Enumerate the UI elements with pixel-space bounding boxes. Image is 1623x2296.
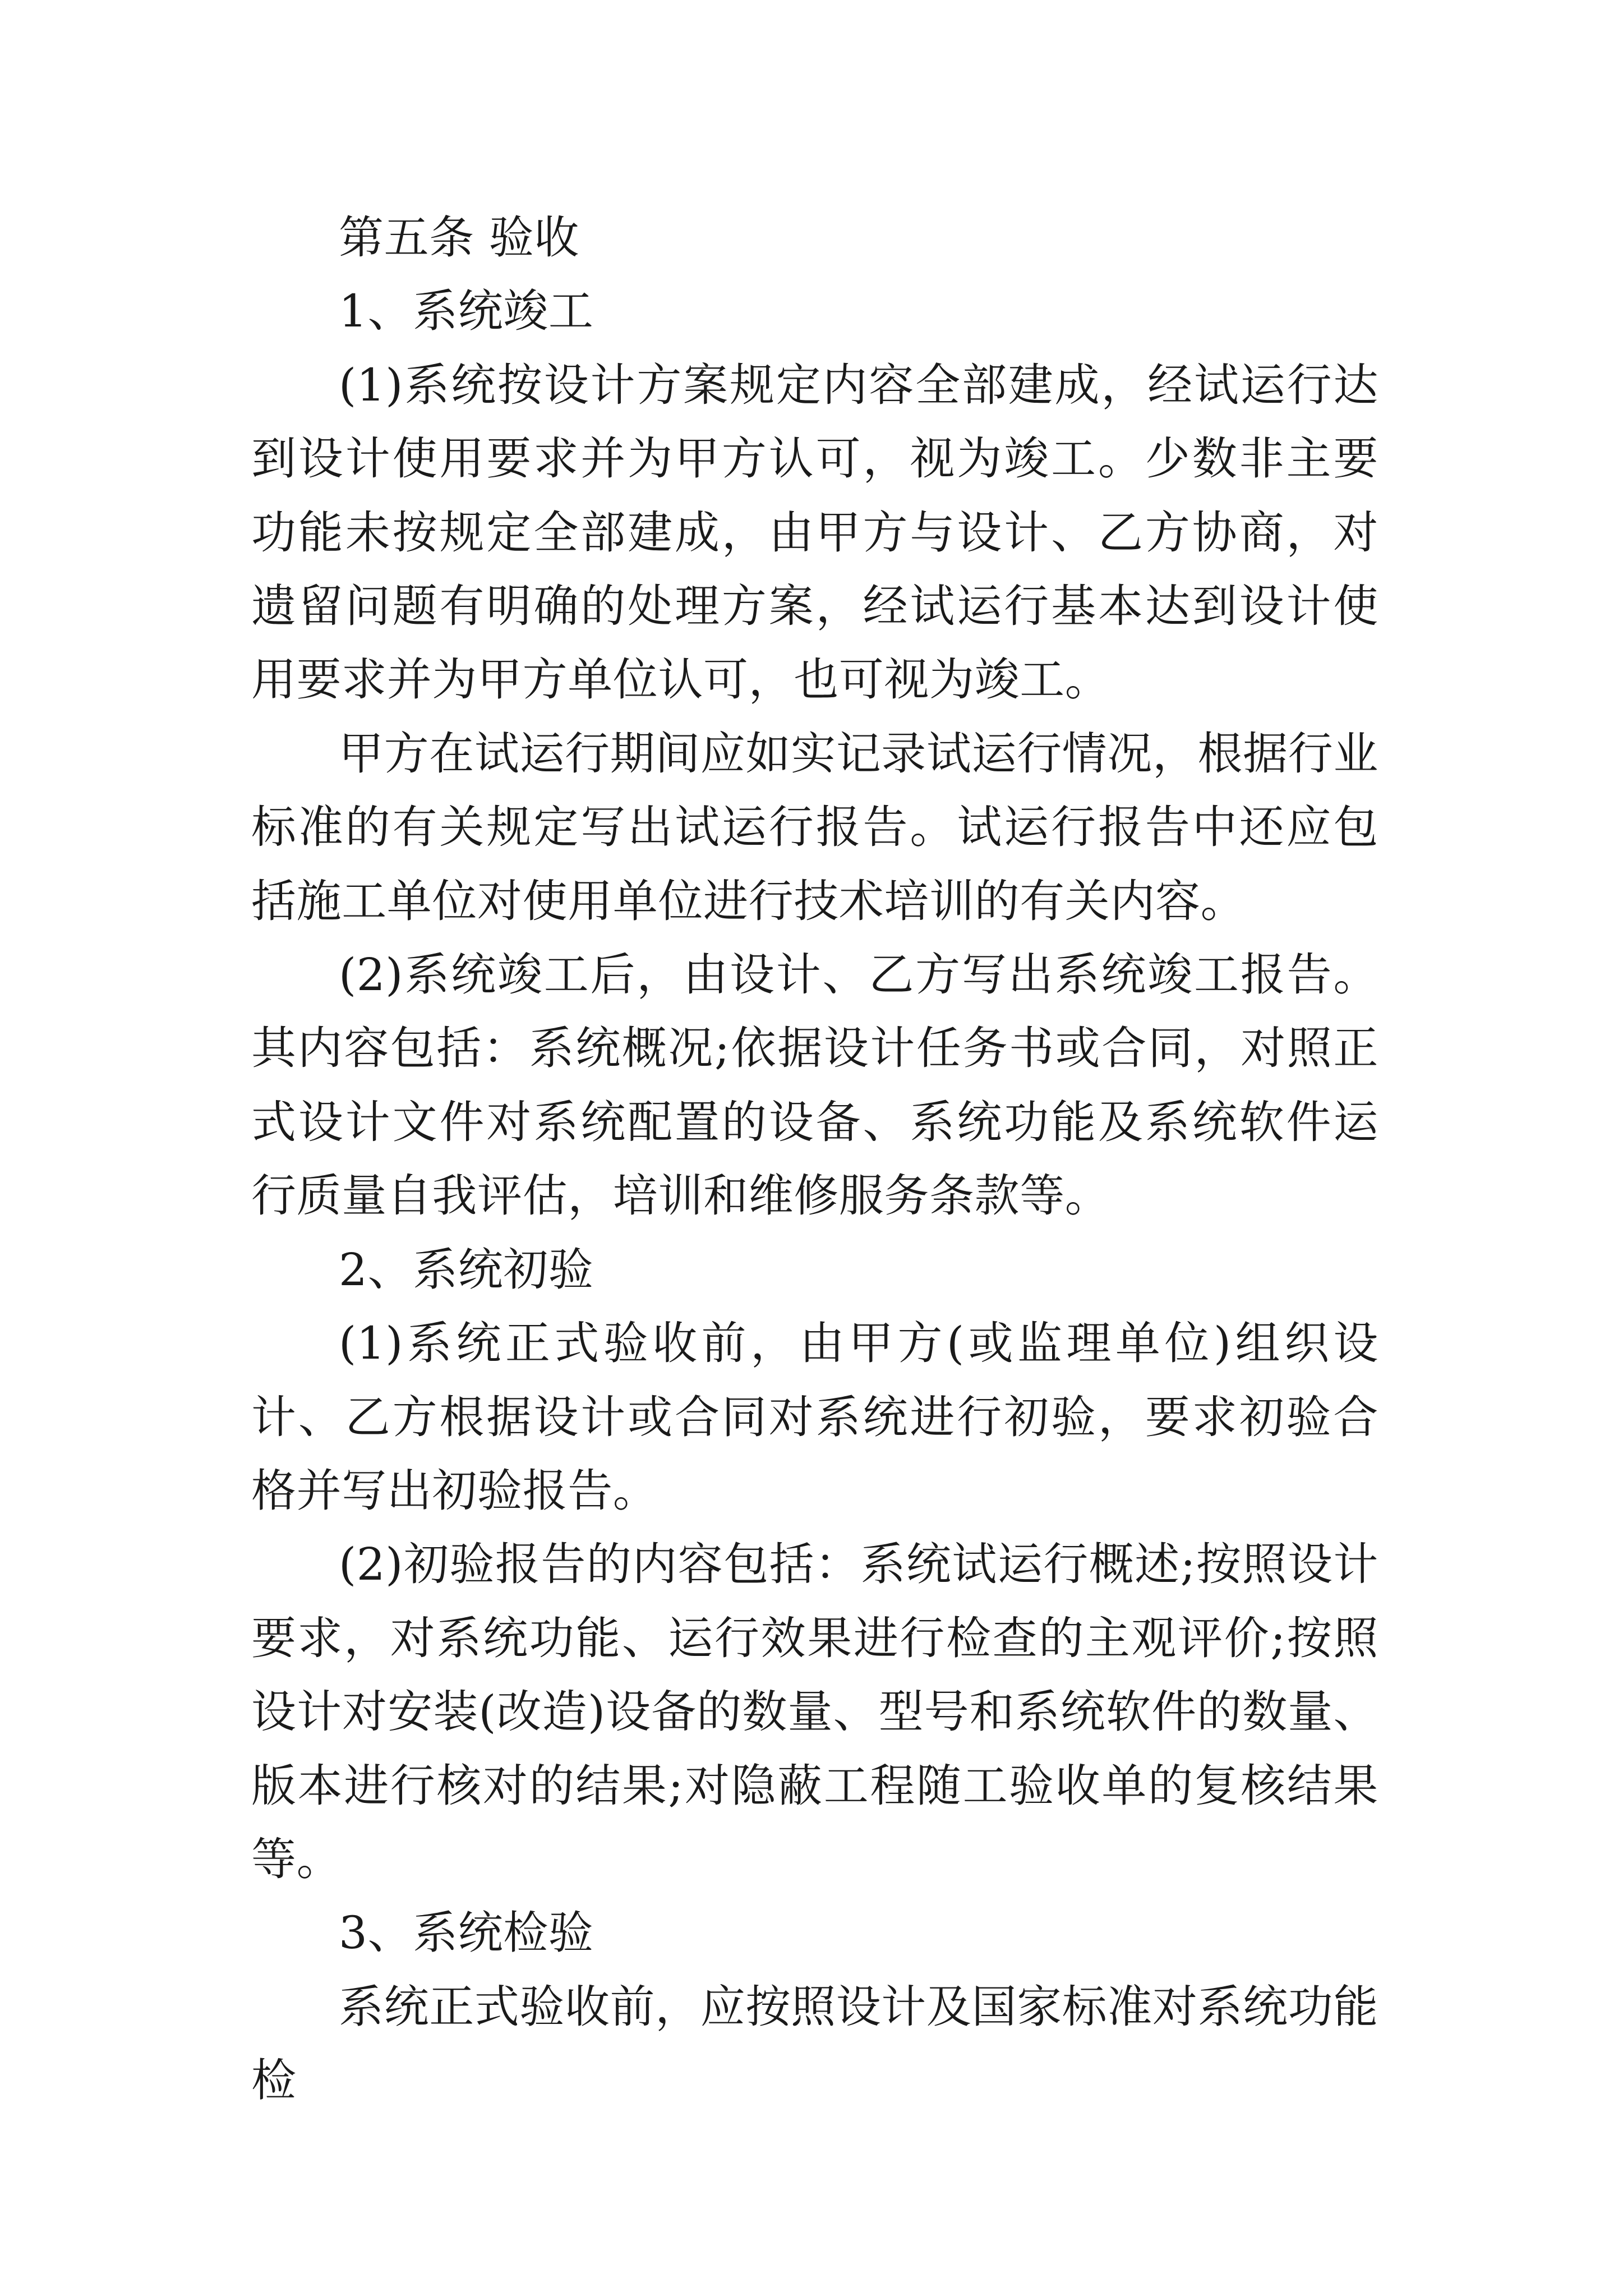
paragraph-trial-run-report: 甲方在试运行期间应如实记录试运行情况，根据行业标准的有关规定写出试运行报告。试运行报告中还应包括施工单位对使用单位进行技术培训的有关内容。 [251, 727, 1378, 927]
paragraph-system-inspection: 系统正式验收前，应按照设计及国家标准对系统功能检 [251, 1980, 1378, 2107]
section-heading-system-inspection: 3、系统检验 [339, 1907, 594, 1959]
section-heading-completion: 1、系统竣工 [339, 285, 594, 338]
article-heading: 第五条 验收 [339, 211, 580, 264]
paragraph-completion-1: (1)系统按设计方案规定内容全部建成，经试运行达到设计使用要求并为甲方认可，视为竣工。少数非主要功能未按规定全部建成，由甲方与设计、乙方协商，对遗留问题有明确的处理方案，经试运行基本达到设计使用要求并为甲方单位认可，也可视为竣工。 [251, 358, 1378, 706]
paragraph-preliminary-1: (1)系统正式验收前，由甲方(或监理单位)组织设计、乙方根据设计或合同对系统进行初验，要求初验合格并写出初验报告。 [251, 1317, 1378, 1517]
paragraph-preliminary-2: (2)初验报告的内容包括：系统试运行概述;按照设计要求，对系统功能、运行效果进行检查的主观评价;按照设计对安装(改造)设备的数量、型号和系统软件的数量、版本进行核对的结果;对隐蔽工程随工验收单的复核结果等。 [251, 1538, 1378, 1885]
document-body [251, 201, 1378, 2118]
paragraph-completion-2: (2)系统竣工后，由设计、乙方写出系统竣工报告。其内容包括：系统概况;依据设计任务书或合同，对照正式设计文件对系统配置的设备、系统功能及系统软件运行质量自我评估，培训和维修服务条款等。 [251, 949, 1378, 1222]
section-heading-preliminary-inspection: 2、系统初验 [339, 1243, 594, 1296]
